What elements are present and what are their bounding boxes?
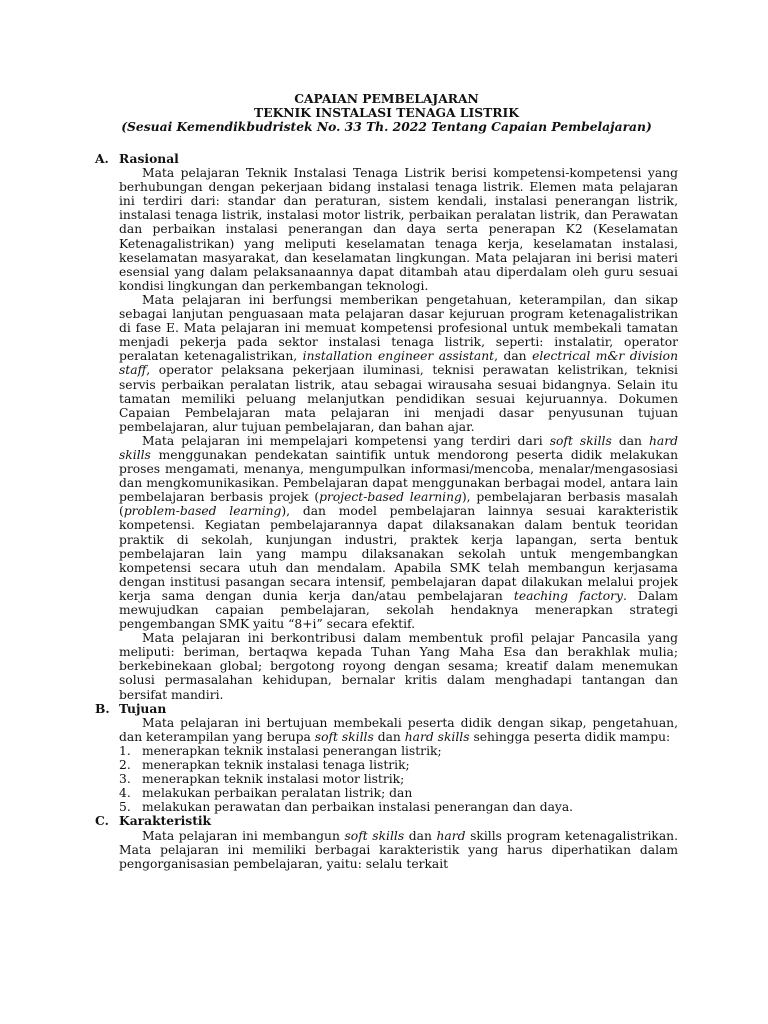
paragraph: Mata pelajaran ini berkontribusi dalam membentuk profil pelajar Pancasila yang meliputi: beriman, bertaqwa kepada Tuhan Yang Maha Esa dan berakhlak mulia; berkebinekaan global; bergotong royong dengan sesama; kreatif dalam menemukan solusi permasalahan kehidupan, bernalar kritis dalam menghadapi tantangan dan bersifat mandiri. <box>119 631 678 702</box>
paragraph: Mata pelajaran Teknik Instalasi Tenaga Listrik berisi kompetensi-kompetensi yang berhubungan dengan pekerjaan bidang instalasi tenaga listrik. Elemen mata pelajaran ini terdiri dari: standar dan peraturan, sistem kendali, instalasi penerangan listrik, instalasi tenaga listrik, instalasi motor listrik, perbaikan peralatan listrik, dan Perawatan dan perbaikan instalasi penerangan dan daya serta penerapan K2 (Keselamatan Ketenagalistrikan) yang meliputi keselamatan tenaga kerja, keselamatan instalasi, keselamatan masyarakat, dan keselamatan lingkungan. Mata pelajaran ini berisi materi esensial yang dalam pelaksanaannya dapat ditambah atau diperdalam oleh guru sesuai kondisi lingkungan dan perkembangan teknologi. <box>119 166 678 293</box>
objective-list <box>119 744 678 814</box>
document-subtitle: (Sesuai Kemendikbudristek No. 33 Th. 2022 Tentang Capaian Pembelajaran) <box>121 119 652 134</box>
section-title: Rasional <box>119 151 179 166</box>
list-item: 5. melakukan perawatan dan perbaikan instalasi penerangan dan daya. <box>119 800 574 815</box>
paragraph: Mata pelajaran ini membangun soft skills dan hard skills program ketenagalistrikan. Mata pelajaran ini memiliki berbagai karakteristik yang harus diperhatikan dalam pengorganisasian pembelajaran, yaitu: selalu terkait <box>119 828 678 871</box>
list-item: 2. menerapkan teknik instalasi tenaga listrik; <box>119 758 410 773</box>
section-body-tujuan <box>95 716 678 815</box>
section-letter: C. <box>95 813 109 829</box>
section-body-karakteristik <box>95 829 678 871</box>
document-subject: TEKNIK INSTALASI TENAGA LISTRIK <box>254 105 519 120</box>
section-title: Karakteristik <box>119 813 212 829</box>
section-body-rasional <box>95 166 678 702</box>
paragraph: Mata pelajaran ini bertujuan membekali peserta didik dengan sikap, pengetahuan, dan keterampilan yang berupa soft skills dan hard skills sehingga peserta didik mampu: <box>119 715 678 744</box>
document-title: CAPAIAN PEMBELAJARAN <box>294 91 479 106</box>
section-heading-tujuan <box>95 702 678 716</box>
list-item: 4. melakukan perbaikan peralatan listrik; dan <box>119 786 413 801</box>
document-header <box>95 92 678 134</box>
list-item: 1. menerapkan teknik instalasi penerangan listrik; <box>119 743 442 758</box>
section-letter: A. <box>95 151 109 166</box>
section-heading-karakteristik <box>95 814 678 828</box>
section-letter: B. <box>95 700 110 716</box>
section-heading-rasional <box>95 152 678 166</box>
paragraph: Mata pelajaran ini mempelajari kompetensi yang terdiri dari soft skills dan hard skills menggunakan pendekatan saintifik untuk mendorong peserta didik melakukan proses mengamati, menanya, mengumpulkan informasi/mencoba, menalar/mengasosiasi dan mengkomunikasikan. Pembelajaran dapat menggunakan berbagai model, antara lain pembelajaran berbasis projek (project-based learning), pembelajaran berbasis masalah (problem-based learning), dan model pembelajaran lainnya sesuai karakteristik kompetensi. Kegiatan pembelajarannya dapat dilaksanakan dalam bentuk teoridan praktik di sekolah, kunjungan industri, praktek kerja lapangan, serta bentuk pembelajaran lain yang mampu dilaksanakan sekolah untuk mengembangkan kompetensi secara utuh dan mendalam. Apabila SMK telah membangun kerjasama dengan institusi pasangan secara intensif, pembelajaran dapat dilakukan melalui projek kerja sama dengan dunia kerja dan/atau pembelajaran teaching factory. Dalam mewujudkan capaian pembelajaran, sekolah hendaknya menerapkan strategi pengembangan SMK yaitu “8+i” secara efektif. <box>119 433 679 632</box>
paragraph: Mata pelajaran ini berfungsi memberikan pengetahuan, keterampilan, dan sikap sebagai lanjutan penguasaan mata pelajaran dasar kejuruan program ketenagalistrikan di fase E. Mata pelajaran ini memuat kompetensi profesional untuk membekali tamatan menjadi pekerja pada sektor instalasi tenaga listrik, seperti: instalatir, operator peralatan ketenagalistrikan, installation engineer assistant, dan electrical m&r division staff, operator pelaksana pekerjaan iluminasi, teknisi perawatan kelistrikan, teknisi servis perbaikan peralatan listrik, atau sebagai wirausaha sesuai bidangnya. Selain itu tamatan memiliki peluang melanjutkan pendidikan sesuai kejuruannya. Dokumen Capaian Pembelajaran mata pelajaran ini menjadi dasar penyusunan tujuan pembelajaran, alur tujuan pembelajaran, dan bahan ajar. <box>119 292 678 434</box>
list-item: 3. menerapkan teknik instalasi motor listrik; <box>119 772 405 787</box>
section-title: Tujuan <box>119 700 167 716</box>
